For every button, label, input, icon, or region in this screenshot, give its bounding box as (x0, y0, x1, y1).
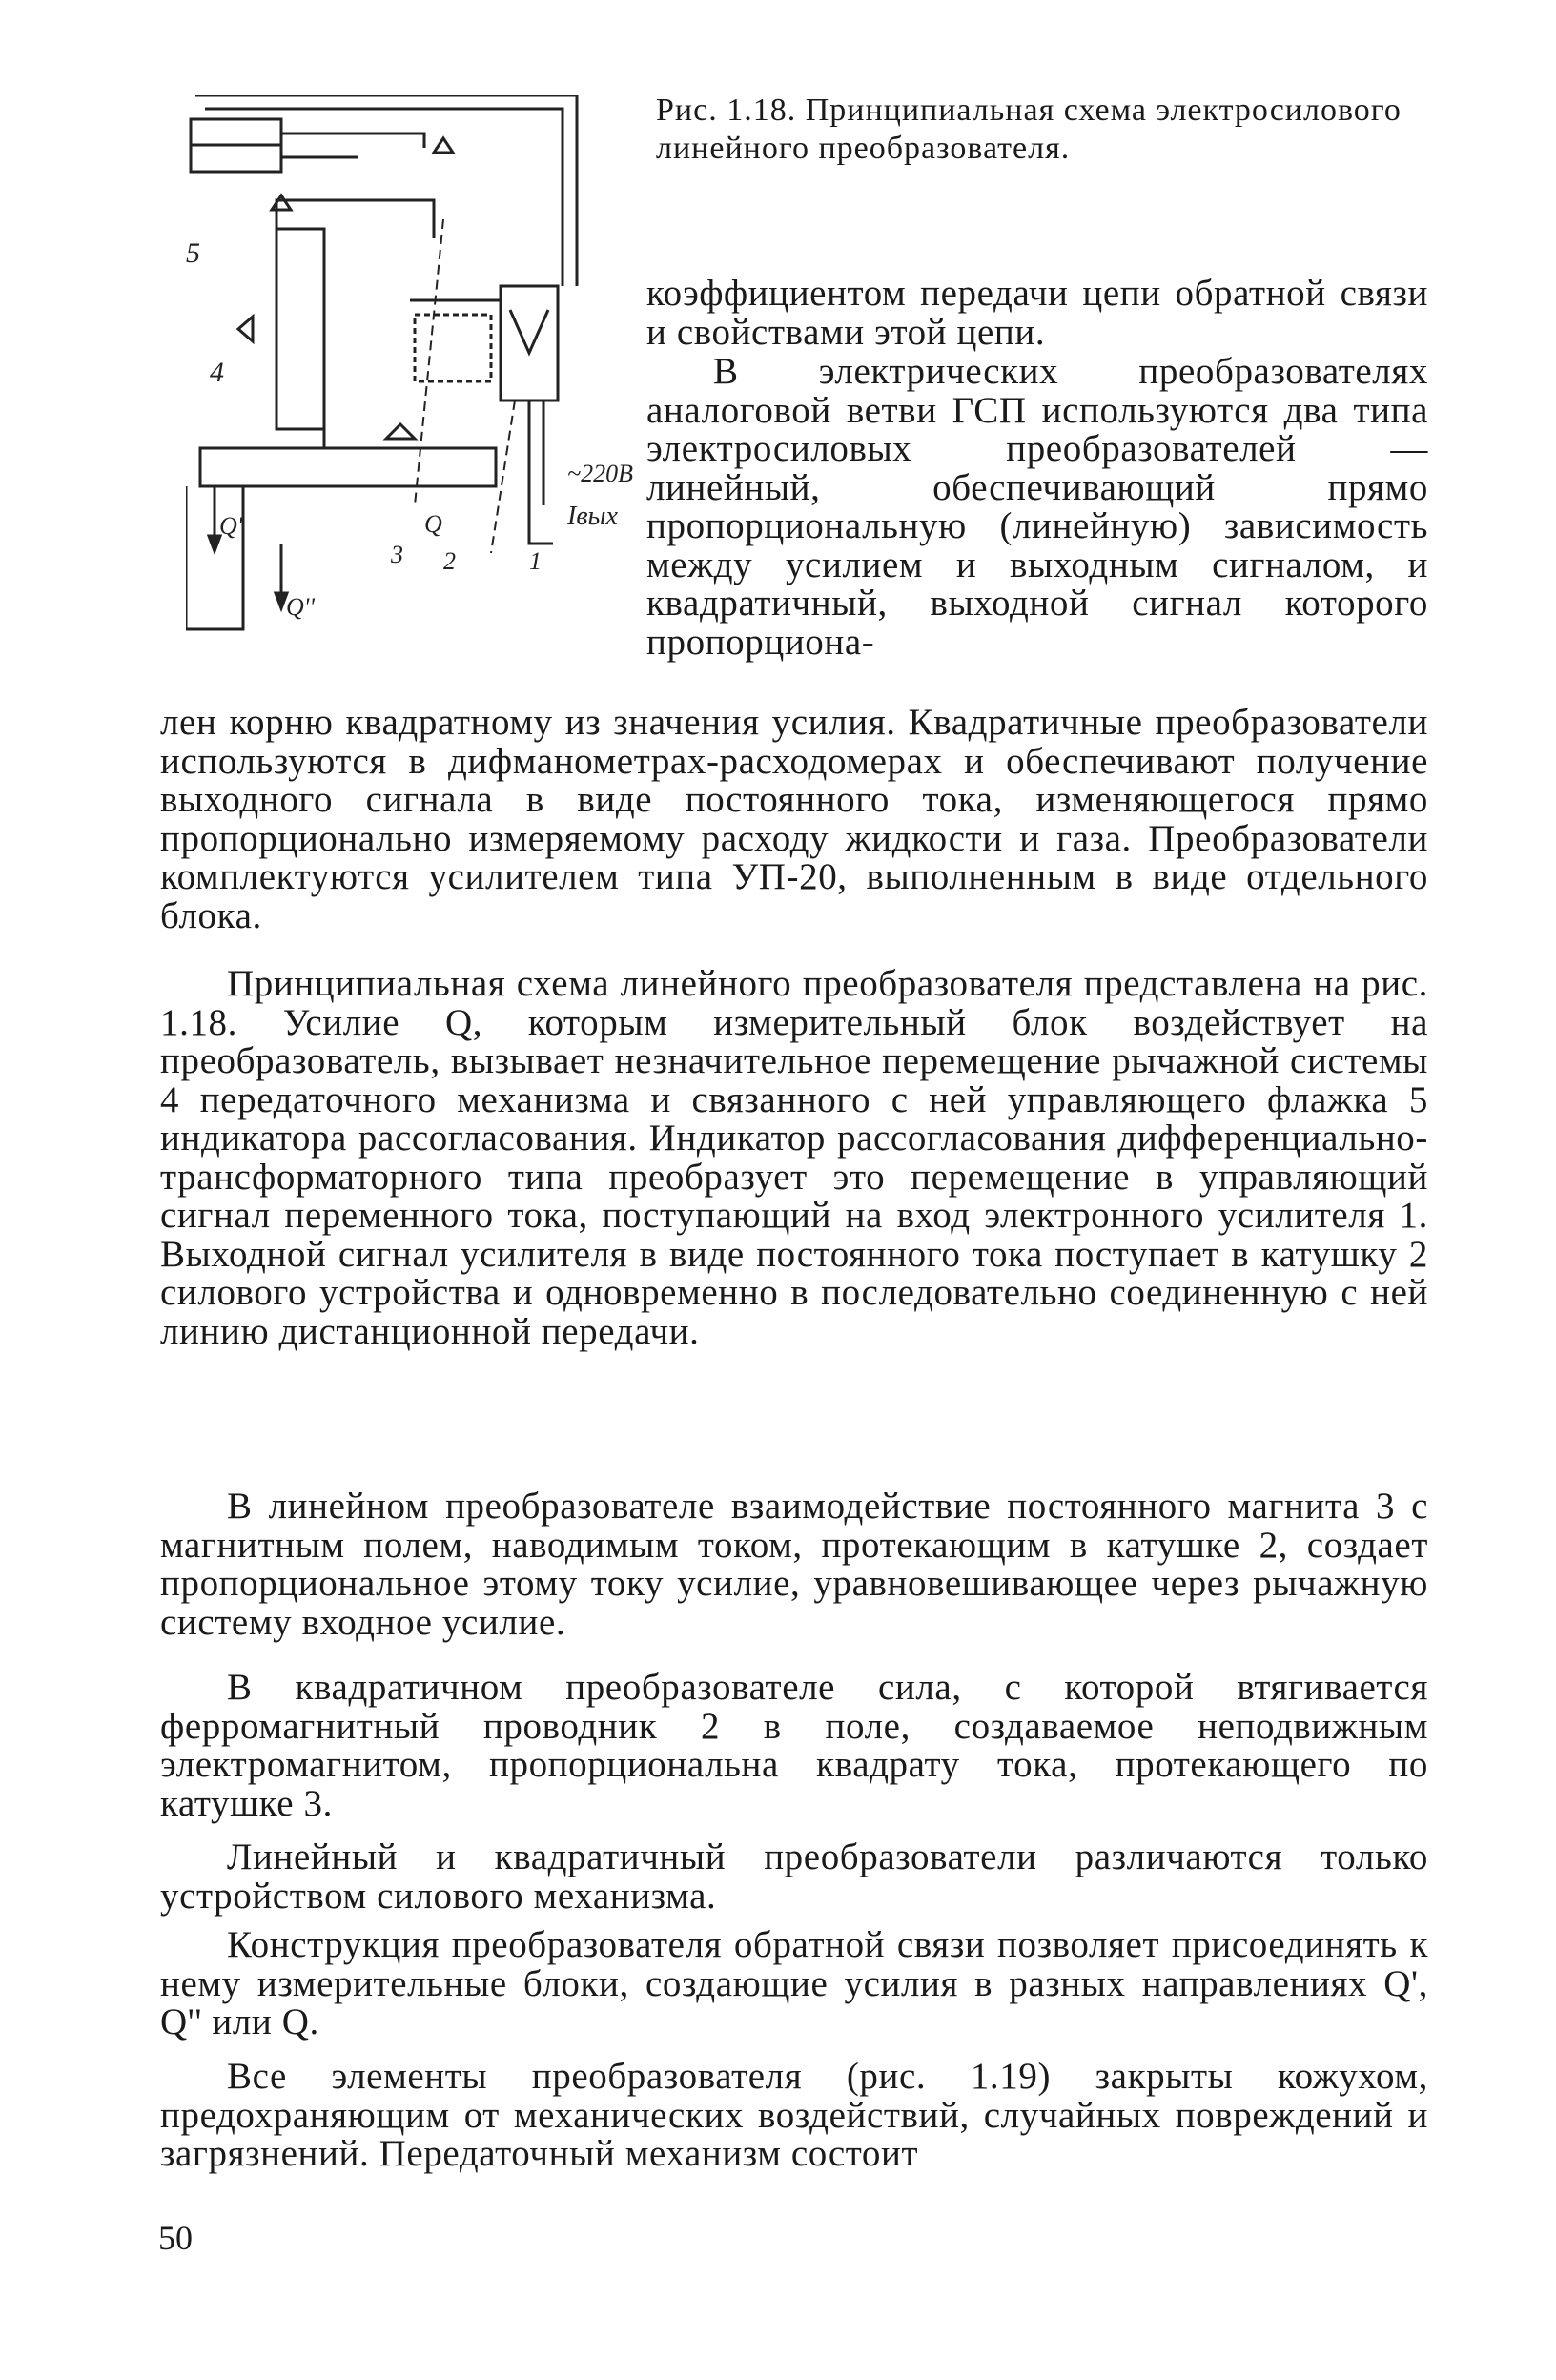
label-5: 5 (186, 237, 200, 269)
label-voltage: ~220В (567, 460, 633, 487)
label-3: 3 (391, 541, 403, 568)
paragraph-continuation: коэффициентом передачи цепи обратной связи и свойствами этой цепи. (646, 273, 1428, 353)
paragraph-7: Конструкция преобразователя обратной связи позволяет присоединять к нему измерительные блоки, создающие усилия в разных направлениях Q', Q'' или Q. (160, 1924, 1428, 2042)
base-lever (200, 448, 496, 486)
flag-indicator (238, 317, 253, 341)
schematic-figure (186, 95, 634, 648)
label-q2: Q'' (286, 593, 315, 621)
label-2: 2 (443, 547, 456, 575)
paragraph-8: Все элементы преобразователя (рис. 1.19) закрыты кожухом, предохраняющим от механических воздействий, случайных повреждений и загрязнений. Передаточный механизм состоит (160, 2056, 1428, 2174)
label-1: 1 (529, 547, 542, 575)
paragraph-3: Принципиальная схема линейного преобразователя представлена на рис. 1.18. Усилие Q, которым измерительный блок воздействует на преобразователь, вызывает незначительное перемещение рычажной системы 4 передаточного механизма и связанного с ней управляющего флажка 5 индикатора рассогласования. Индикатор рассогласования дифференциально-трансформаторного типа преобразует это перемещение в управляющий сигнал переменного тока, поступающий на вход электронного усилителя 1. Выходной сигнал усилителя в виде постоянного тока поступает в катушку 2 силового устройства и одновременно в последовательно соединенную с ней линию дистанционной передачи. (160, 963, 1428, 1352)
paragraph-2-narrow: В электрических преобразователях аналоговой ветви ГСП используются два типа электросиловых преобразователей — линейный, обеспечивающий прямо пропорциональную (линейную) зависимость между усилием и выходным сигналом, и квадратичный, выходной сигнал которого пропорциона- (646, 351, 1428, 663)
output-column (186, 486, 234, 648)
paragraph-5: В квадратичном преобразователе сила, с которой втягивается ферромагнитный проводник 2 в поле, создаваемое неподвижным электромагнитом, пропорциональна квадрату тока, протекающего по катушке 3. (160, 1667, 1428, 1824)
bus-line-inner (205, 109, 563, 286)
label-q1: Q' (219, 512, 243, 540)
label-4: 4 (210, 357, 224, 388)
amplifier-box (501, 286, 558, 400)
paragraph-2-wide: лен корню квадратному из значения усилия. Квадратичные преобразователи используются в дифманометрах-расходомерах и обеспечивают получение выходного сигнала в виде постоянного тока, изменяющегося прямо пропорционально измеряемому расходу жидкости и газа. Преобразователи комплектуются усилителем типа УП-20, выполненным в виде отдельного блока. (160, 702, 1428, 936)
figure-caption: Рис. 1.18. Принципиальная схема электросилового линейного преобразователя. (656, 92, 1402, 166)
label-q: Q (424, 510, 442, 538)
lever-column (276, 229, 324, 429)
coil-box (415, 315, 491, 381)
page-number: 50 (158, 2219, 193, 2257)
paragraph-6: Линейный и квадратичный преобразователи различаются только устройством силового механизма. (160, 1836, 1428, 1917)
paragraph-4: В линейном преобразователе взаимодействие постоянного магнита 3 с магнитным полем, наводимым током, протекающим в катушке 2, создает пропорциональное этому току усилие, уравновешивающее через рычажную систему входное усилие. (160, 1486, 1428, 1643)
label-iout: Iвых (567, 502, 618, 531)
bus-line-outer (195, 95, 577, 286)
